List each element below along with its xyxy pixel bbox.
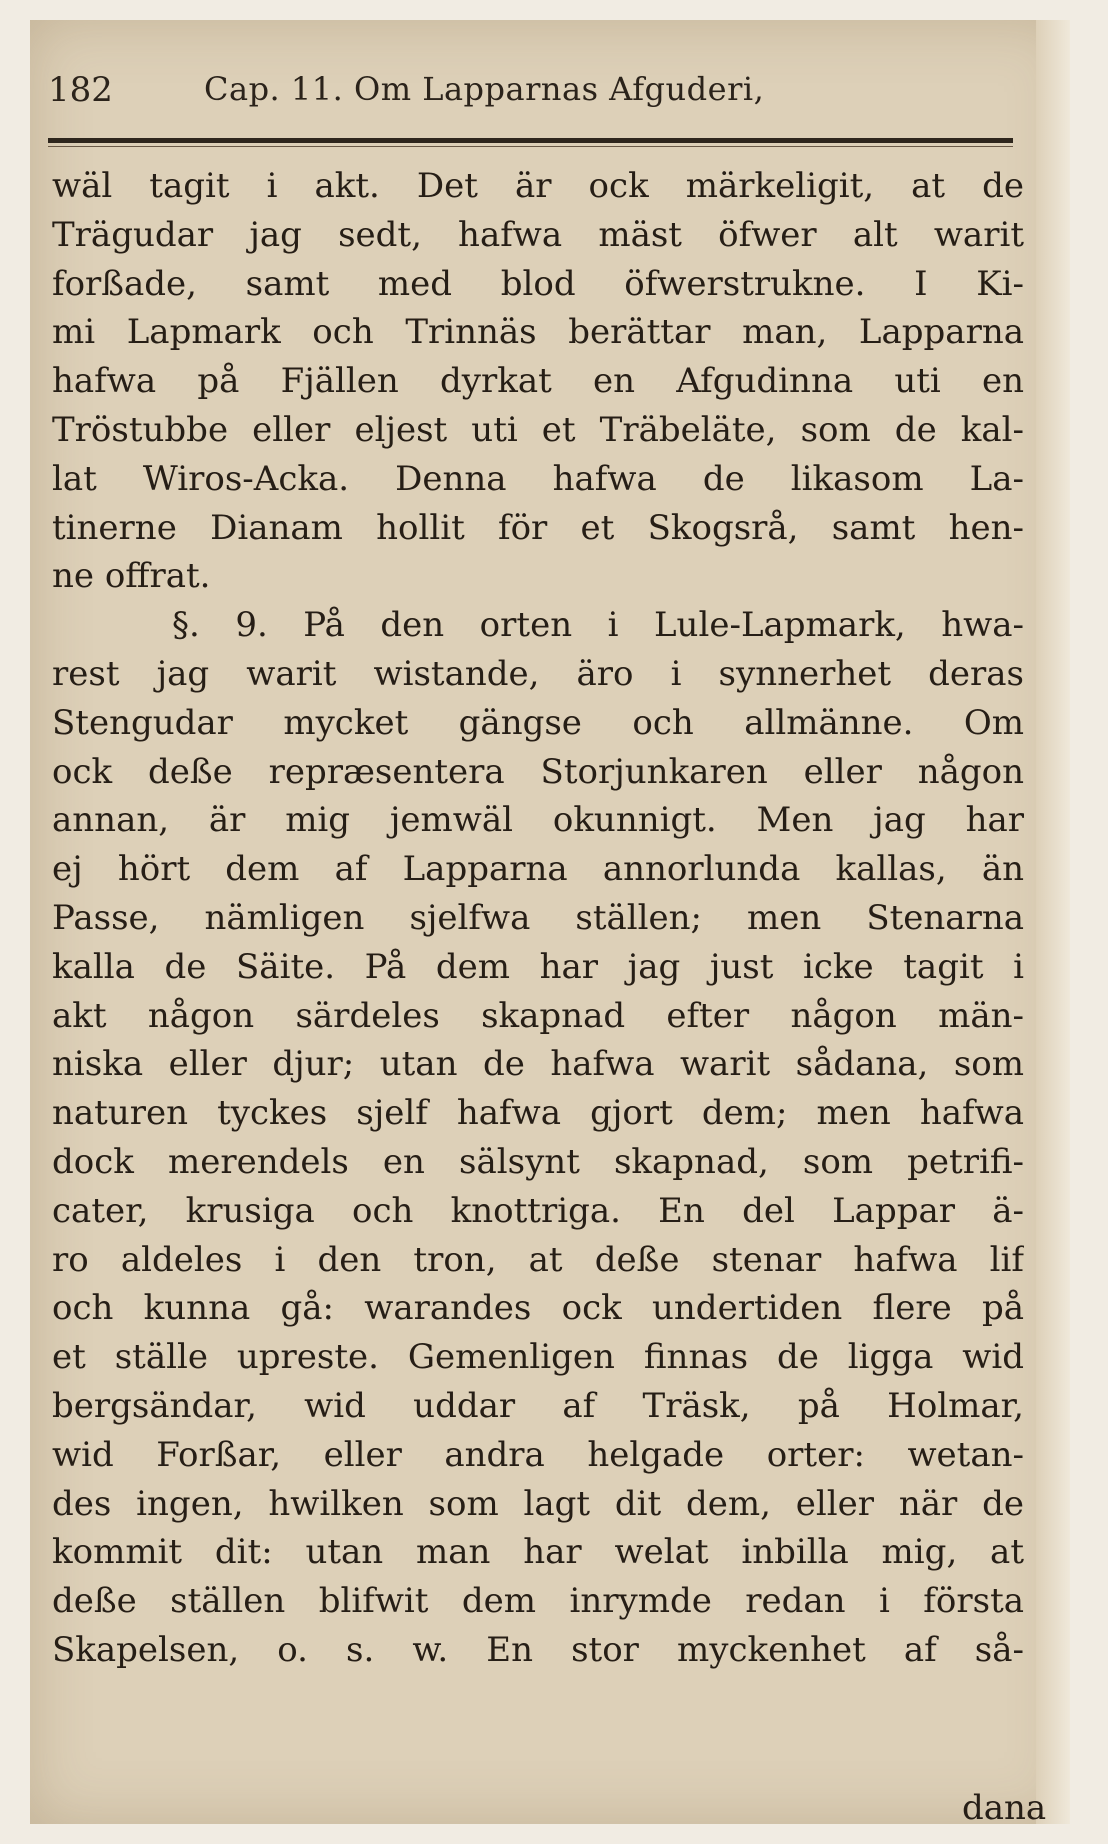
text-line: niska eller djur; utan de hafwa warit sådana, som: [52, 1044, 1024, 1085]
text-line: forßade, samt med blod öfwerstrukne. I Ki-: [52, 263, 1024, 304]
text-line: och kunna gå: warandes ock undertiden flere på: [52, 1288, 1024, 1329]
header-rule: [48, 138, 1013, 143]
text-line: akt någon särdeles skapnad efter någon män-: [52, 995, 1024, 1036]
text-line: cater, krusiga och knottriga. En del Lappar ä-: [52, 1190, 1024, 1231]
text-line: ro aldeles i den tron, at deße stenar hafwa lif: [52, 1239, 1024, 1280]
text-line: Stengudar mycket gängse och allmänne. Om: [52, 702, 1024, 743]
text-line: Passe, nämligen sjelfwa ställen; men Stenarna: [52, 897, 1024, 938]
page-number: 182: [48, 70, 113, 110]
text-line: wid Forßar, eller andra helgade orter: wetan-: [52, 1434, 1024, 1475]
page-edge: [1036, 20, 1070, 1824]
text-line: rest jag warit wistande, äro i synnerhet deras: [52, 653, 1024, 694]
text-line: dock merendels en sälsynt skapnad, som petrifi-: [52, 1141, 1024, 1182]
text-line: Trägudar jag sedt, hafwa mäst öfwer alt warit: [52, 214, 1024, 255]
page-header: [48, 68, 1008, 118]
text-line: ock deße repræsentera Storjunkaren eller någon: [52, 751, 1024, 792]
text-line: ej hört dem af Lapparna annorlunda kallas, än: [52, 849, 1024, 890]
text-line: Skapelsen, o. s. w. En stor myckenhet af så-: [52, 1629, 1024, 1670]
text-line: lat Wiros-Acka. Denna hafwa de likasom La-: [52, 458, 1024, 499]
text-line: deße ställen blifwit dem inrymde redan i första: [52, 1581, 1024, 1622]
text-line: mi Lapmark och Trinnäs berättar man, Lapparna: [52, 312, 1024, 353]
text-line: tinerne Dianam hollit för et Skogsrå, samt hen-: [52, 507, 1024, 548]
text-line: annan, är mig jemwäl okunnigt. Men jag har: [52, 800, 1024, 841]
text-line: bergsändar, wid uddar af Träsk, på Holmar,: [52, 1385, 1024, 1426]
text-line: naturen tyckes sjelf hafwa gjort dem; men hafwa: [52, 1093, 1024, 1134]
text-line: kommit dit: utan man har welat inbilla mig, at: [52, 1532, 1024, 1573]
text-line: et ställe upreste. Gemenligen finnas de ligga wid: [52, 1337, 1024, 1378]
text-line: wäl tagit i akt. Det är ock märkeligit, at de: [52, 166, 1024, 206]
body-text: [52, 162, 1024, 1675]
text-line: Tröstubbe eller eljest uti et Träbeläte, som de kal-: [52, 409, 1024, 450]
section-heading-line: §. 9. På den orten i Lule-Lapmark, hwa-: [172, 605, 1024, 646]
text-line: hafwa på Fjällen dyrkat en Afgudinna uti en: [52, 361, 1024, 402]
header-rule-thin: [48, 146, 1013, 147]
text-line: ne offrat.: [52, 556, 211, 597]
text-line: des ingen, hwilken som lagt dit dem, eller när de: [52, 1483, 1024, 1524]
text-line: kalla de Säite. På dem har jag just icke tagit i: [52, 946, 1024, 987]
catchword: dana: [962, 1788, 1047, 1828]
running-head: Cap. 11. Om Lapparnas Afguderi,: [204, 70, 765, 108]
